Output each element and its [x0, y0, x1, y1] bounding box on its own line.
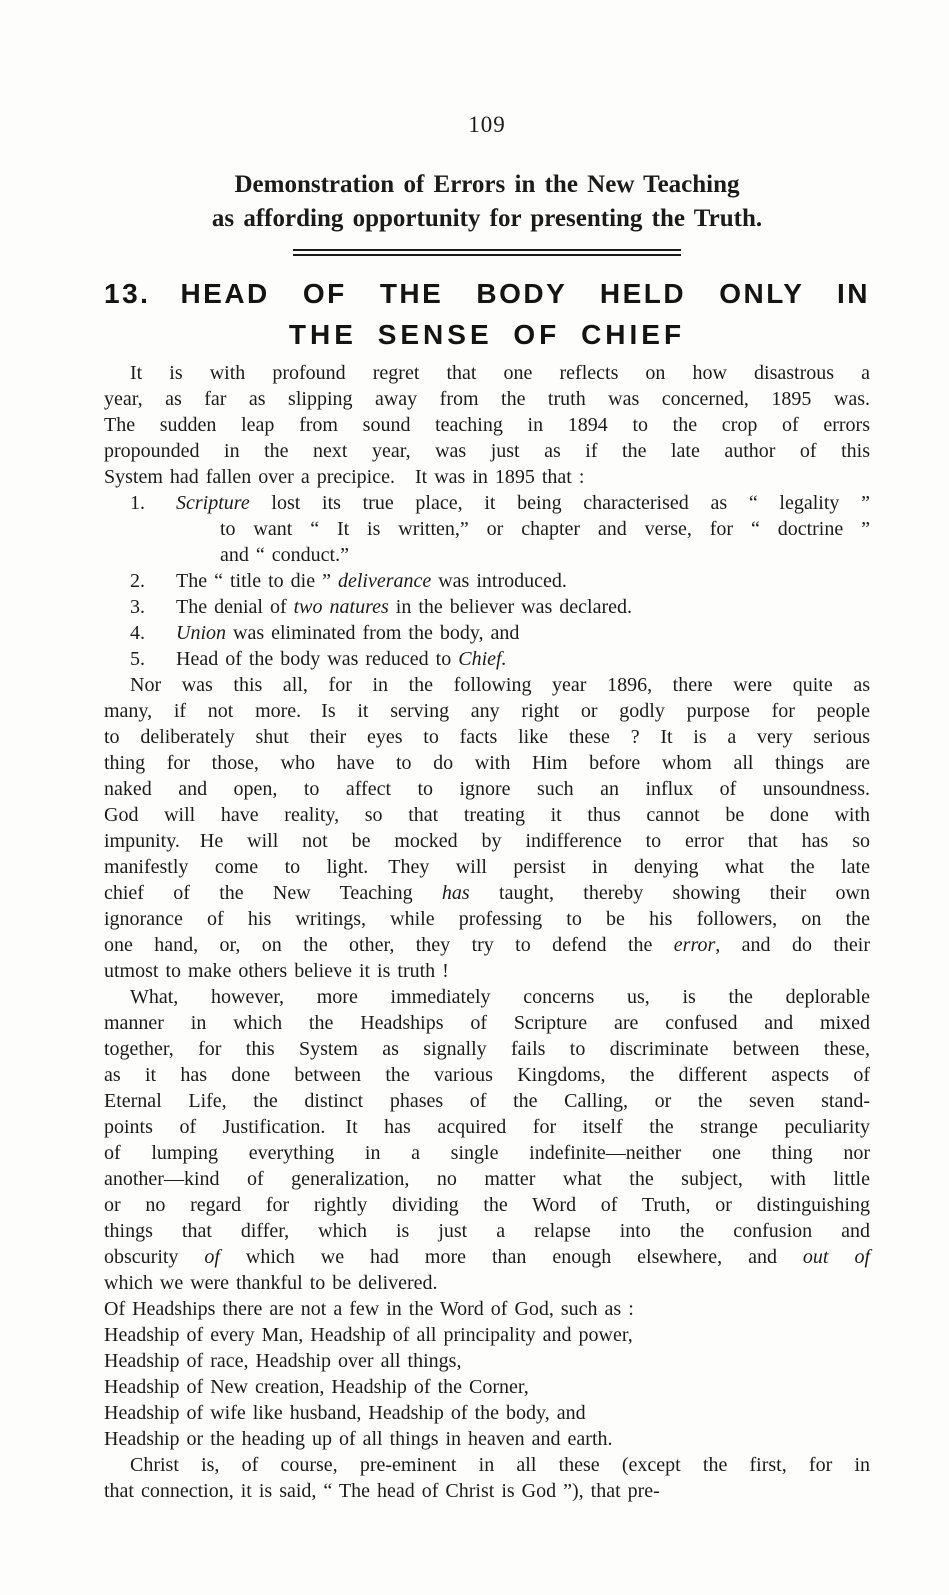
- text-line: [104, 464, 870, 490]
- text-line: [104, 1062, 870, 1088]
- list-item: [130, 594, 870, 620]
- text-line: [104, 698, 870, 724]
- numbered-error-list: [104, 490, 870, 672]
- text-line: [104, 1478, 870, 1504]
- text-segment: Headship of every Man, Headship of all principality and power,: [104, 1324, 633, 1346]
- text-segment: in the believer was declared.: [388, 596, 633, 618]
- text-segment: which we had more than enough elsewhere, and: [219, 1246, 803, 1268]
- text-segment: The sudden leap from sound teaching in 1894 to the crop of errors: [104, 414, 870, 436]
- text-line: [176, 594, 870, 620]
- italic-text: two natures: [293, 596, 389, 618]
- chapter-header-line2: as affording opportunity for presenting the Truth.: [211, 205, 763, 232]
- text-segment: manifestly come to light. They will persist in denying what the late: [104, 856, 870, 878]
- text-segment: What, however, more immediately concerns us, is the deplorable: [130, 986, 870, 1008]
- text-segment: utmost to make others believe it is truth !: [104, 960, 449, 982]
- text-line: [104, 1374, 870, 1400]
- text-line: [104, 802, 870, 828]
- text-segment: or no regard for rightly dividing the Word of Truth, or distinguishing: [104, 1194, 870, 1216]
- text-segment: that connection, it is said, “ The head of Christ is God ”), that pre-: [104, 1480, 660, 1502]
- text-line: [104, 1452, 870, 1478]
- text-segment: naked and open, to affect to ignore such an influx of unsoundness.: [104, 778, 870, 800]
- italic-text: Scripture: [176, 492, 250, 514]
- paragraph-headships-confused: [104, 984, 870, 1296]
- text-segment: was eliminated from the body, and: [226, 622, 520, 644]
- text-line: [104, 1270, 870, 1296]
- text-segment: Headship of wife like husband, Headship of the body, and: [104, 1402, 586, 1424]
- paragraph-christ-preeminent: [104, 1452, 870, 1504]
- text-line: [220, 516, 870, 542]
- text-line: [104, 776, 870, 802]
- text-segment: lost its true place, it being characterised as “ legality ”: [249, 492, 870, 514]
- text-segment: Eternal Life, the distinct phases of the Calling, or the seven stand-: [104, 1090, 870, 1112]
- text-segment: things that differ, which is just a relapse into the confusion and: [104, 1220, 870, 1242]
- text-line: [104, 1166, 870, 1192]
- text-segment: Headship of New creation, Headship of the Corner,: [104, 1376, 529, 1398]
- text-line: [104, 750, 870, 776]
- text-segment: Of Headships there are not a few in the Word of God, such as :: [104, 1298, 634, 1320]
- italic-text: Union: [176, 622, 226, 644]
- text-segment: The “ title to die ”: [176, 570, 338, 592]
- paragraph-nor-was-this-all: [104, 672, 870, 984]
- list-item-number: 3.: [130, 596, 145, 618]
- text-line: [104, 984, 870, 1010]
- text-segment: taught, thereby showing their own: [469, 882, 870, 904]
- text-line: [104, 854, 870, 880]
- section-title-line2: THE SENSE OF CHIEF: [288, 319, 686, 350]
- text-line: [104, 1088, 870, 1114]
- text-segment: to want “ It is written,” or chapter and verse, for “ doctrine ”: [220, 518, 870, 540]
- text-line: [220, 542, 870, 568]
- italic-text: out of: [802, 1246, 870, 1268]
- text-line: [176, 646, 870, 672]
- list-item-text: [176, 568, 870, 594]
- text-line: [104, 1010, 870, 1036]
- text-line: [104, 828, 870, 854]
- text-line: [176, 490, 870, 516]
- list-item: [130, 620, 870, 646]
- list-item-number: 2.: [130, 570, 145, 592]
- paragraph-intro-1895: [104, 360, 870, 490]
- double-rule-divider: [293, 249, 681, 256]
- text-line: [104, 1114, 870, 1140]
- list-item-text: [176, 620, 870, 646]
- section-number: 13.: [104, 278, 151, 309]
- text-segment: another—kind of generalization, no matter what the subject, with little: [104, 1168, 870, 1190]
- text-line: [104, 1322, 870, 1348]
- text-line: [104, 1218, 870, 1244]
- text-line: [104, 1192, 870, 1218]
- list-item: [130, 490, 870, 568]
- text-segment: , and do their: [715, 934, 870, 956]
- text-line: [104, 958, 870, 984]
- page-number: 109: [468, 112, 506, 137]
- text-line: [104, 1244, 870, 1270]
- text-line: [104, 880, 870, 906]
- text-segment: many, if not more. Is it serving any right or godly purpose for people: [104, 700, 870, 722]
- text-line: [104, 906, 870, 932]
- text-segment: which we were thankful to be delivered.: [104, 1272, 438, 1294]
- text-line: [104, 1296, 870, 1322]
- list-item-number: 1.: [130, 492, 145, 514]
- text-line: [104, 1400, 870, 1426]
- text-segment: Headship or the heading up of all things in heaven and earth.: [104, 1428, 613, 1450]
- text-segment: System had fallen over a precipice. It was in 1895 that :: [104, 466, 585, 488]
- text-line: [104, 360, 870, 386]
- text-segment: Christ is, of course, pre-eminent in all these (except the first, for in: [130, 1454, 870, 1476]
- text-line: [104, 386, 870, 412]
- text-segment: one hand, or, on the other, they try to defend the: [104, 934, 674, 956]
- text-segment: God will have reality, so that treating it thus cannot be done with: [104, 804, 870, 826]
- text-segment: thing for those, who have to do with Him before whom all things are: [104, 752, 870, 774]
- section-heading: [104, 273, 870, 355]
- list-item-number: 5.: [130, 648, 145, 670]
- text-line: [104, 1140, 870, 1166]
- list-item: [130, 568, 870, 594]
- text-line: [104, 1426, 870, 1452]
- list-item-text: [176, 490, 870, 568]
- text-segment: points of Justification. It has acquired for itself the strange peculiarity: [104, 1116, 870, 1138]
- text-segment: impunity. He will not be mocked by indifference to error that has so: [104, 830, 870, 852]
- text-segment: manner in which the Headships of Scripture are confused and mixed: [104, 1012, 870, 1034]
- text-segment: It is with profound regret that one reflects on how disastrous a: [130, 362, 870, 384]
- text-segment: was introduced.: [431, 570, 567, 592]
- text-segment: together, for this System as signally fails to discriminate between these,: [104, 1038, 870, 1060]
- chapter-header: [104, 168, 870, 236]
- text-line: [176, 568, 870, 594]
- text-segment: of lumping everything in a single indefinite—neither one thing nor: [104, 1142, 870, 1164]
- paragraph-headships-list: [104, 1296, 870, 1452]
- page-body: [104, 360, 870, 1504]
- section-heading-line1: [104, 273, 870, 314]
- text-line: [104, 724, 870, 750]
- section-title-line1: HEAD OF THE BODY HELD ONLY IN: [180, 278, 870, 309]
- text-line: [104, 438, 870, 464]
- text-line: [104, 1036, 870, 1062]
- text-segment: The denial of: [176, 596, 294, 618]
- text-segment: and “ conduct.”: [220, 544, 349, 566]
- text-line: [104, 932, 870, 958]
- list-item-text: [176, 594, 870, 620]
- text-segment: ignorance of his writings, while professing to be his followers, on the: [104, 908, 870, 930]
- italic-text: of: [204, 1246, 220, 1268]
- chapter-header-line1: Demonstration of Errors in the New Teaching: [234, 171, 740, 198]
- text-segment: Headship of race, Headship over all things,: [104, 1350, 462, 1372]
- text-segment: obscurity: [104, 1246, 205, 1268]
- italic-text: has: [441, 882, 470, 904]
- text-segment: Head of the body was reduced to: [176, 648, 459, 670]
- text-line: [176, 620, 870, 646]
- text-segment: Nor was this all, for in the following year 1896, there were quite as: [130, 674, 870, 696]
- text-line: [104, 412, 870, 438]
- list-item-number: 4.: [130, 622, 145, 644]
- list-item: [130, 646, 870, 672]
- text-line: [104, 1348, 870, 1374]
- italic-text: error: [673, 934, 716, 956]
- text-segment: propounded in the next year, was just as if the late author of this: [104, 440, 870, 462]
- text-segment: year, as far as slipping away from the truth was concerned, 1895 was.: [104, 388, 870, 410]
- italic-text: deliverance: [337, 570, 432, 592]
- list-item-text: [176, 646, 870, 672]
- text-segment: as it has done between the various Kingdoms, the different aspects of: [104, 1064, 870, 1086]
- text-line: [104, 672, 870, 698]
- italic-text: Chief.: [458, 648, 507, 670]
- text-segment: chief of the New Teaching: [104, 882, 442, 904]
- text-segment: to deliberately shut their eyes to facts like these ? It is a very serious: [104, 726, 870, 748]
